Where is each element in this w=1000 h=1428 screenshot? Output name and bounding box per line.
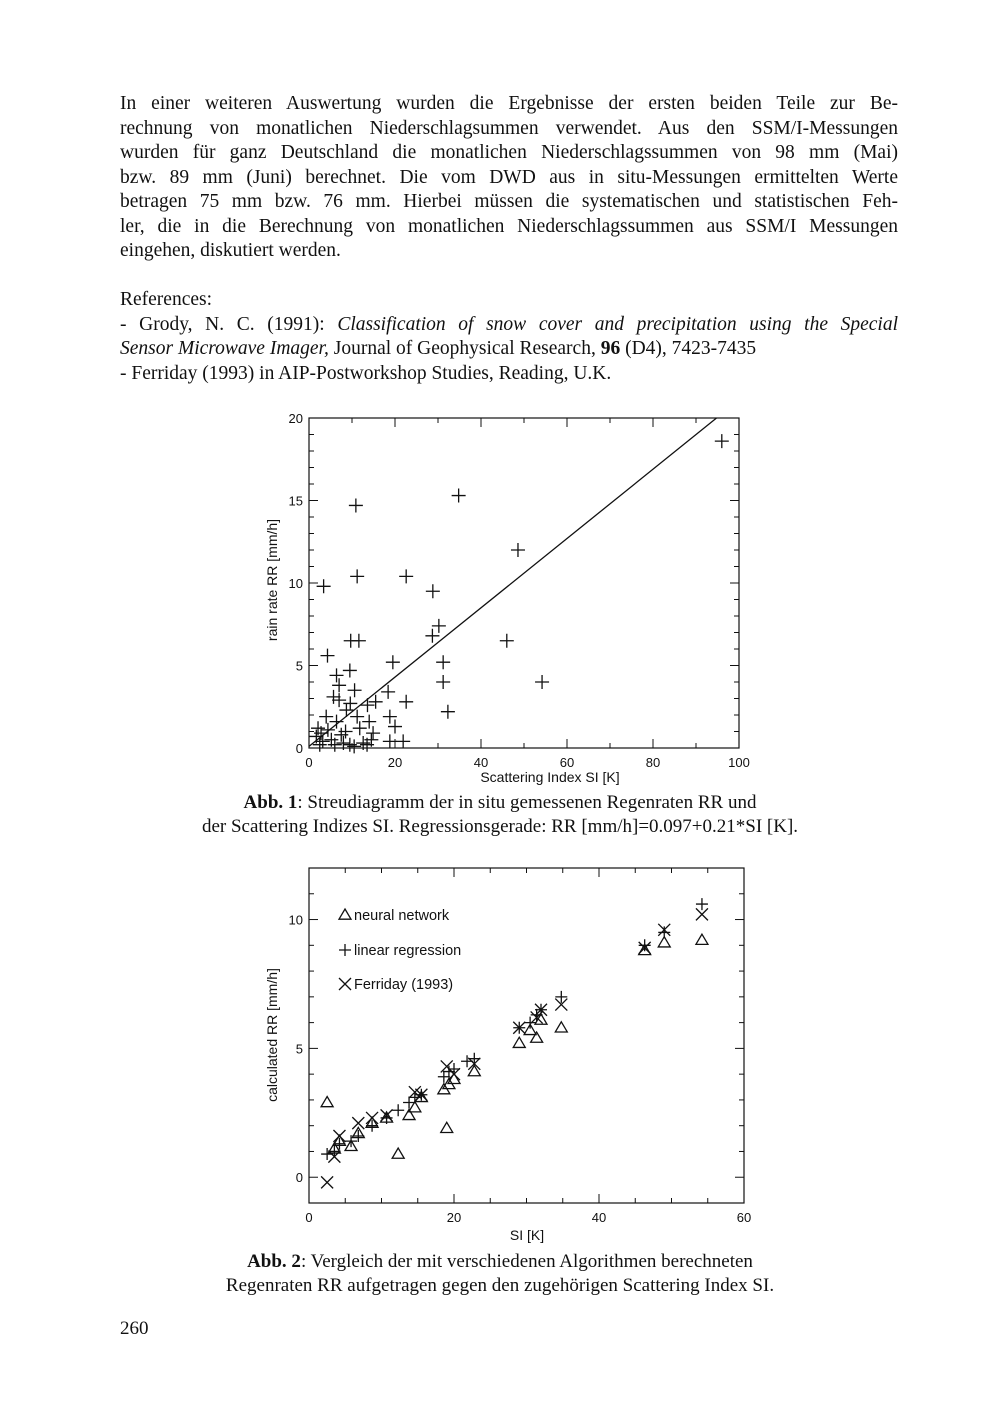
caption-line: der Scattering Indizes SI. Regressionsgerade: RR [mm/h]=0.097+0.21*SI [K]. — [201, 816, 799, 837]
linear-regression-point — [639, 939, 651, 951]
data-point — [426, 584, 440, 598]
linear-regression-point — [352, 1130, 364, 1142]
neural-network-point — [531, 1032, 543, 1042]
caption-label: Abb. 1 — [243, 792, 298, 813]
figure-1-scatter-plot — [289, 411, 750, 770]
figure-2-legend — [354, 908, 461, 993]
data-point — [500, 634, 514, 648]
references-heading: References: — [120, 289, 213, 310]
linear-regression-point — [468, 1053, 480, 1065]
data-point — [399, 695, 413, 709]
data-point — [715, 434, 729, 448]
data-point — [327, 690, 341, 704]
data-point — [317, 579, 331, 593]
legend-ferriday: Ferriday (1993) — [354, 977, 454, 993]
reference-ferriday: - Ferriday (1993) in AIP-Postworkshop Studies, Reading, U.K. — [120, 362, 612, 384]
neural-network-point — [555, 1022, 567, 1032]
paragraph-line: In einer weiteren Auswertung wurden die Ergebnisse der ersten beiden Teile zur Be- — [120, 93, 898, 114]
data-point — [362, 715, 376, 729]
paragraph-line: bzw. 89 mm (Juni) berechnet. Die vom DWD aus in situ-Messungen ermittelten Werte — [120, 166, 898, 188]
reference-pages: (D4), 7423-7435 — [620, 338, 757, 359]
data-point — [432, 619, 446, 633]
data-point — [425, 629, 439, 643]
legend-triangle-icon — [339, 909, 351, 919]
data-point — [441, 705, 455, 719]
legend-plus-icon — [339, 944, 351, 956]
fig1-x-axis-label: Scattering Index SI [K] — [480, 769, 620, 785]
fig1-y-axis-label: rain rate RR [mm/h] — [264, 518, 280, 642]
x-tick-label: 40 — [591, 1210, 607, 1225]
legend-linear-regression: linear regression — [354, 943, 462, 959]
y-tick-label: 10 — [288, 912, 303, 928]
legend-neural-network: neural network — [354, 908, 450, 924]
data-point — [339, 703, 353, 717]
y-tick-label: 5 — [295, 1041, 303, 1057]
page-number: 260 — [120, 1318, 149, 1339]
fig2-x-axis-label: SI [K] — [509, 1227, 545, 1243]
y-tick-label: 10 — [288, 576, 303, 591]
linear-regression-point — [328, 1145, 340, 1157]
neural-network-point — [441, 1122, 453, 1132]
data-point — [353, 721, 367, 735]
neural-network-point — [513, 1037, 525, 1047]
data-point — [399, 569, 413, 583]
caption-text: : Streudiagramm der in situ gemessenen Regenraten RR und — [297, 792, 757, 813]
figure-2-caption — [100, 1250, 900, 1298]
data-point — [332, 693, 346, 707]
fig2-y-axis-label: calculated RR [mm/h] — [264, 968, 280, 1102]
caption-line — [100, 1250, 900, 1274]
neural-network-point — [468, 1066, 480, 1076]
reference-title: Sensor Microwave Imager, — [120, 338, 329, 359]
data-point — [350, 569, 364, 583]
linear-regression-point — [524, 1017, 536, 1029]
y-tick-label: 5 — [295, 658, 303, 674]
x-tick-label: 20 — [446, 1210, 462, 1225]
data-point — [349, 498, 363, 512]
paragraph-line: betragen 75 mm bzw. 76 mm. Hierbei müssen die systematischen und statistischen Feh- — [120, 191, 898, 212]
neural-network-point — [321, 1097, 333, 1107]
paragraph-line: ler, die in die Berechnung von monatlichen Niederschlagssummen aus SSM/I Messungen — [120, 215, 898, 237]
linear-regression-point — [345, 1135, 357, 1147]
x-tick-label: 100 — [728, 755, 750, 770]
regression-line — [309, 418, 717, 746]
paragraph-line: rechnung von monatlichen Niederschlagsummen verwendet. Aus den SSM/I-Messungen — [120, 117, 898, 139]
neural-network-point — [696, 934, 708, 944]
y-tick-label: 20 — [288, 411, 303, 426]
x-tick-label: 40 — [473, 755, 489, 770]
data-point — [352, 634, 366, 648]
linear-regression-point — [392, 1104, 404, 1116]
data-point — [343, 696, 357, 710]
data-point — [535, 675, 549, 689]
caption-line: Regenraten RR aufgetragen gegen den zugehörigen Scattering Index SI. — [225, 1275, 775, 1296]
linear-regression-point — [658, 926, 670, 938]
data-point — [360, 698, 374, 712]
paragraph-line: wurden für ganz Deutschland die monatlichen Niederschlagssummen von 98 mm (Mai) — [120, 142, 898, 163]
data-point — [343, 663, 357, 677]
data-point — [396, 734, 410, 748]
neural-network-point — [392, 1148, 404, 1158]
data-point — [436, 675, 450, 689]
data-point — [348, 683, 362, 697]
x-tick-label: 60 — [736, 1210, 752, 1225]
plot-frame — [309, 418, 739, 748]
linear-regression-point — [696, 898, 708, 910]
caption-text: : Vergleich der mit verschiedenen Algorithmen berechneten — [300, 1251, 753, 1272]
reference-author: - Grody, N. C. (1991): — [120, 313, 338, 335]
data-point — [436, 655, 450, 669]
ferriday-1993-point — [696, 908, 708, 920]
legend-x-icon — [339, 978, 351, 990]
x-tick-label: 60 — [559, 755, 575, 770]
x-tick-label: 80 — [645, 755, 661, 770]
ferriday-1993-point — [321, 1176, 333, 1188]
data-point — [332, 678, 346, 692]
reference-title: Classification of snow cover and precipitation using the Special — [337, 313, 899, 335]
data-point — [511, 543, 525, 557]
y-tick-label: 0 — [295, 741, 303, 756]
paragraph-line: eingehen, diskutiert werden. — [120, 240, 341, 261]
figure-1-caption — [100, 791, 900, 839]
data-point — [320, 649, 334, 663]
data-point — [366, 726, 380, 740]
reference-volume: 96 — [600, 338, 621, 359]
caption-label: Abb. 2 — [247, 1251, 301, 1272]
y-tick-label: 15 — [288, 493, 303, 509]
data-point — [452, 489, 466, 503]
data-point — [386, 655, 400, 669]
y-tick-label: 0 — [295, 1170, 303, 1186]
caption-line — [100, 791, 900, 815]
data-point — [330, 668, 344, 682]
reference-journal: Journal of Geophysical Research, — [328, 338, 601, 359]
x-tick-label: 20 — [387, 755, 403, 770]
x-tick-label: 0 — [305, 1210, 313, 1225]
x-tick-label: 0 — [305, 755, 313, 770]
